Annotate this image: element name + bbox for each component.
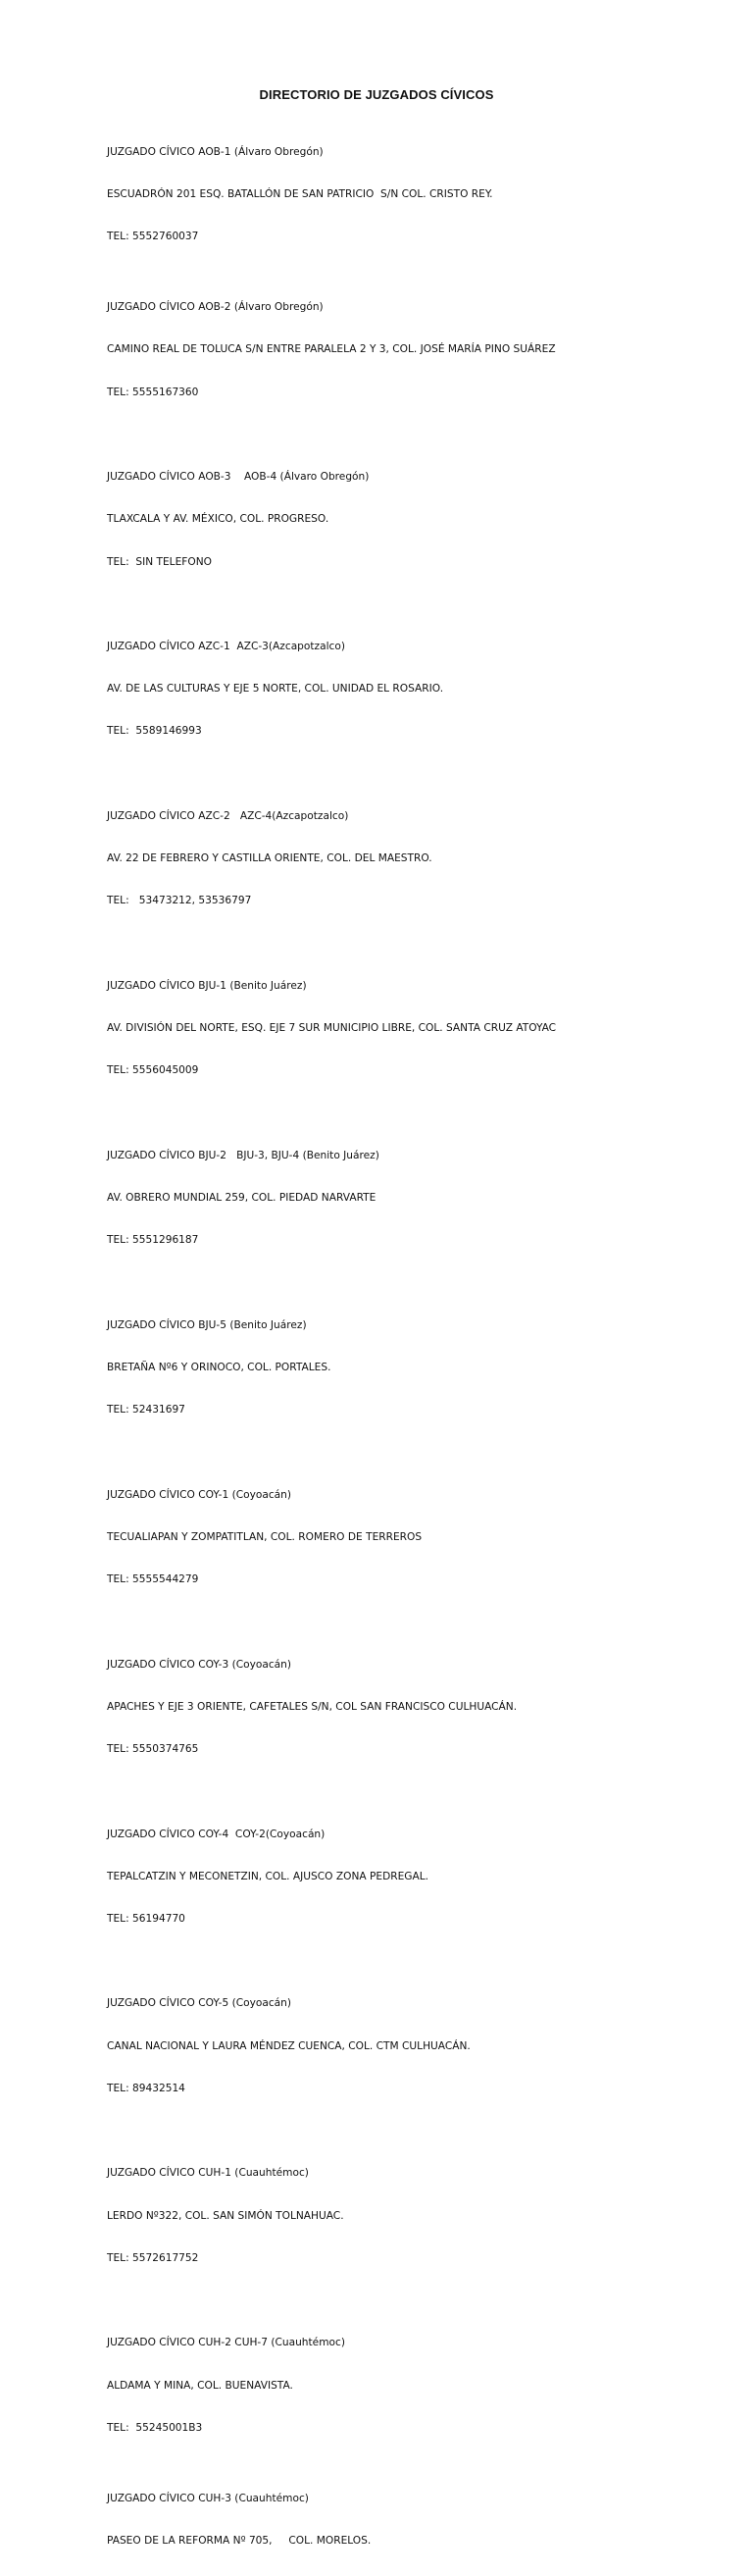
court-address: TEPALCATZIN Y MECONETZIN, COL. AJUSCO ZONA PEDREGAL.: [107, 1870, 429, 1882]
court-name: JUZGADO CÍVICO AOB-3 AOB-4 (Álvaro Obregón): [107, 471, 370, 484]
court-telephone: TEL: 56194770: [107, 1912, 185, 1925]
court-name: JUZGADO CÍVICO AOB-1 (Álvaro Obregón): [107, 145, 324, 158]
court-entry: [107, 1629, 734, 1784]
court-entry: [107, 1460, 734, 1615]
court-name: JUZGADO CÍVICO BJU-5 (Benito Juárez): [107, 1318, 307, 1331]
court-address: TECUALIAPAN Y ZOMPATITLAN, COL. ROMERO DE TERREROS: [107, 1530, 423, 1543]
court-name: JUZGADO CÍVICO COY-5 (Coyoacán): [107, 1997, 291, 2010]
court-address: APACHES Y EJE 3 ORIENTE, CAFETALES S/N, COL SAN FRANCISCO CULHUACÁN.: [107, 1700, 518, 1713]
court-directory-list: [107, 117, 734, 2576]
court-address: TLAXCALA Y AV. MÉXICO, COL. PROGRESO.: [107, 513, 329, 526]
court-entry: [107, 951, 734, 1106]
court-address: ESCUADRÓN 201 ESQ. BATALLÓN DE SAN PATRICIO S/N COL. CRISTO REY.: [107, 188, 493, 201]
court-entry: [107, 611, 734, 766]
court-telephone: TEL: SIN TELEFONO: [107, 555, 212, 568]
court-name: JUZGADO CÍVICO CUH-2 CUH-7 (Cuauhtémoc): [107, 2337, 345, 2349]
court-address: AV. 22 DE FEBRERO Y CASTILLA ORIENTE, COL. DEL MAESTRO.: [107, 852, 432, 865]
court-entry: [107, 2463, 734, 2576]
court-entry: [107, 1290, 734, 1445]
court-entry: [107, 1969, 734, 2124]
court-entry: [107, 2307, 734, 2462]
court-name: JUZGADO CÍVICO AZC-2 AZC-4(Azcapotzalco): [107, 810, 349, 822]
court-telephone: TEL: 5555167360: [107, 386, 199, 398]
court-entry: [107, 1120, 734, 1275]
court-name: JUZGADO CÍVICO CUH-3 (Cuauhtémoc): [107, 2492, 309, 2504]
court-telephone: TEL: 52431697: [107, 1404, 185, 1417]
court-name: JUZGADO CÍVICO COY-1 (Coyoacán): [107, 1488, 291, 1501]
court-address: ALDAMA Y MINA, COL. BUENAVISTA.: [107, 2379, 293, 2392]
court-name: JUZGADO CÍVICO COY-4 COY-2(Coyoacán): [107, 1828, 326, 1840]
court-name: JUZGADO CÍVICO CUH-1 (Cuauhtémoc): [107, 2167, 309, 2180]
court-name: JUZGADO CÍVICO AZC-1 AZC-3(Azcapotzalco): [107, 641, 345, 653]
court-address: AV. OBRERO MUNDIAL 259, COL. PIEDAD NARVARTE: [107, 1192, 376, 1205]
court-address: PASEO DE LA REFORMA Nº 705, COL. MORELOS.: [107, 2534, 372, 2547]
court-telephone: TEL: 5551296187: [107, 1234, 199, 1247]
court-address: AV. DE LAS CULTURAS Y EJE 5 NORTE, COL. UNIDAD EL ROSARIO.: [107, 683, 444, 696]
court-telephone: TEL: 5556045009: [107, 1064, 199, 1077]
court-name: JUZGADO CÍVICO BJU-1 (Benito Juárez): [107, 979, 307, 992]
court-entry: [107, 441, 734, 596]
court-entry: [107, 781, 734, 936]
court-entry: [107, 272, 734, 427]
court-telephone: TEL: 89432514: [107, 2082, 185, 2094]
court-telephone: TEL: 53473212, 53536797: [107, 895, 252, 907]
court-telephone: TEL: 5552760037: [107, 231, 199, 243]
court-name: JUZGADO CÍVICO COY-3 (Coyoacán): [107, 1658, 291, 1671]
court-telephone: TEL: 5572617752: [107, 2251, 199, 2264]
court-address: AV. DIVISIÓN DEL NORTE, ESQ. EJE 7 SUR MUNICIPIO LIBRE, COL. SANTA CRUZ ATOYAC: [107, 1022, 557, 1035]
court-entry: [107, 2138, 734, 2293]
court-entry: [107, 117, 734, 272]
court-name: JUZGADO CÍVICO AOB-2 (Álvaro Obregón): [107, 301, 324, 314]
court-address: LERDO Nº322, COL. SAN SIMÓN TOLNAHUAC.: [107, 2209, 344, 2222]
court-telephone: TEL: 5550374765: [107, 1743, 199, 1756]
court-address: BRETAÑA Nº6 Y ORINOCO, COL. PORTALES.: [107, 1361, 331, 1373]
court-telephone: TEL: 55245001B3: [107, 2421, 203, 2434]
court-entry: [107, 1799, 734, 1954]
page-title: DIRECTORIO DE JUZGADOS CÍVICOS: [259, 87, 494, 102]
court-telephone: TEL: 5555544279: [107, 1573, 199, 1586]
court-name: JUZGADO CÍVICO BJU-2 BJU-3, BJU-4 (Benito Juárez): [107, 1149, 379, 1161]
court-address: CAMINO REAL DE TOLUCA S/N ENTRE PARALELA 2 Y 3, COL. JOSÉ MARÍA PINO SUÁREZ: [107, 343, 556, 356]
court-address: CANAL NACIONAL Y LAURA MÉNDEZ CUENCA, COL. CTM CULHUACÁN.: [107, 2039, 471, 2052]
court-telephone: TEL: 5589146993: [107, 725, 202, 738]
